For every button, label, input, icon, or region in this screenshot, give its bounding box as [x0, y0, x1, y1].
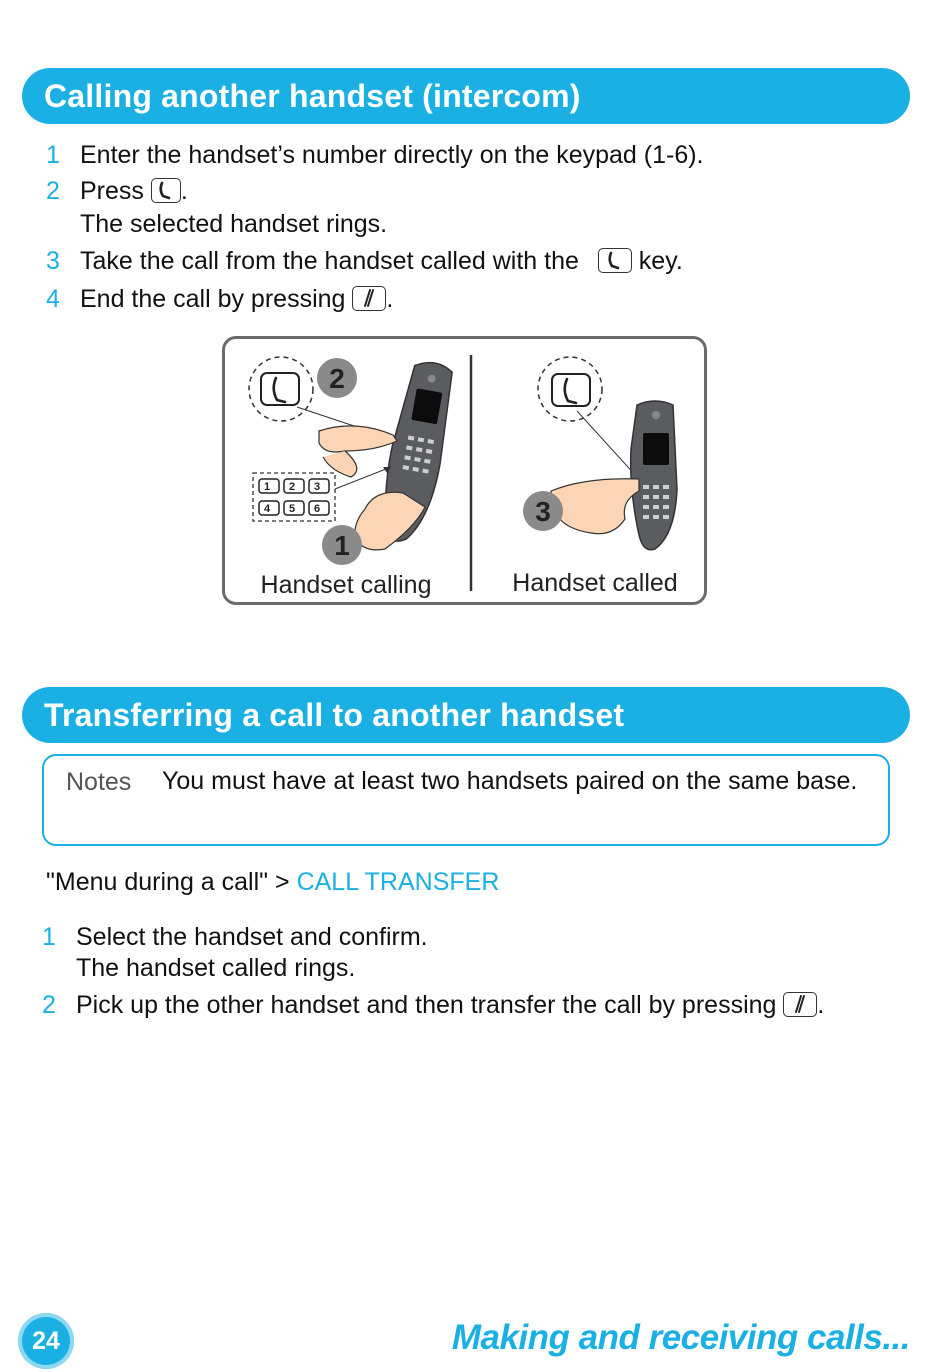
- step-number: 1: [46, 141, 60, 169]
- menu-path-label: "Menu during a call": [46, 868, 269, 896]
- key-3: 3: [313, 481, 321, 493]
- label-handset-calling: Handset calling: [260, 571, 432, 599]
- call-key-icon: [598, 248, 632, 273]
- step-text: Enter the handset’s number directly on the keypad (1-6).: [80, 141, 704, 169]
- hang-up-key-icon: [783, 992, 817, 1017]
- step-subtext: The selected handset rings.: [80, 210, 388, 238]
- badge-2-label: 2: [329, 363, 345, 394]
- step-subtext: The handset called rings.: [76, 954, 356, 982]
- handset-called: [631, 401, 677, 550]
- key-6: 6: [313, 503, 321, 515]
- key-4: 4: [263, 503, 271, 515]
- hand-lower: [355, 492, 425, 550]
- key-1: 1: [263, 481, 271, 493]
- intercom-illustration: [222, 336, 707, 605]
- key-5: 5: [288, 503, 296, 515]
- step-number: 3: [46, 247, 60, 275]
- step-text: Take the call from the handset called with the: [80, 247, 579, 275]
- notes-box: [42, 754, 890, 846]
- step-text: Pick up the other handset and then transfer the call by pressing: [76, 991, 777, 1019]
- notes-text: You must have at least two handsets paired on the same base.: [162, 767, 858, 795]
- menu-path: [46, 868, 499, 897]
- call-key-icon: [151, 178, 181, 203]
- step-number: 2: [46, 177, 60, 205]
- step-text: End the call by pressing: [80, 285, 346, 313]
- illustration-drawing: [225, 339, 704, 602]
- hang-up-key-icon: [352, 286, 386, 311]
- step-number: 4: [46, 285, 60, 313]
- menu-separator: >: [275, 868, 290, 896]
- badge-1-label: 1: [334, 530, 350, 561]
- hand-upper: [319, 426, 397, 452]
- section-title-intercom: Calling another handset (intercom): [22, 68, 910, 124]
- chapter-title: Making and receiving calls...: [451, 1318, 910, 1357]
- hand-right: [551, 479, 639, 534]
- step-number: 2: [42, 991, 56, 1019]
- label-handset-called: Handset called: [512, 569, 678, 597]
- step-number: 1: [42, 923, 56, 951]
- badge-3-label: 3: [535, 496, 551, 527]
- step-text: Press: [80, 177, 144, 205]
- section-title-transfer: Transferring a call to another handset: [22, 687, 910, 743]
- notes-label: Notes: [66, 768, 132, 796]
- menu-item-call-transfer: CALL TRANSFER: [296, 868, 500, 896]
- step-text: Select the handset and confirm.: [76, 923, 428, 951]
- page-number: 24: [18, 1313, 74, 1369]
- key-2: 2: [288, 481, 296, 493]
